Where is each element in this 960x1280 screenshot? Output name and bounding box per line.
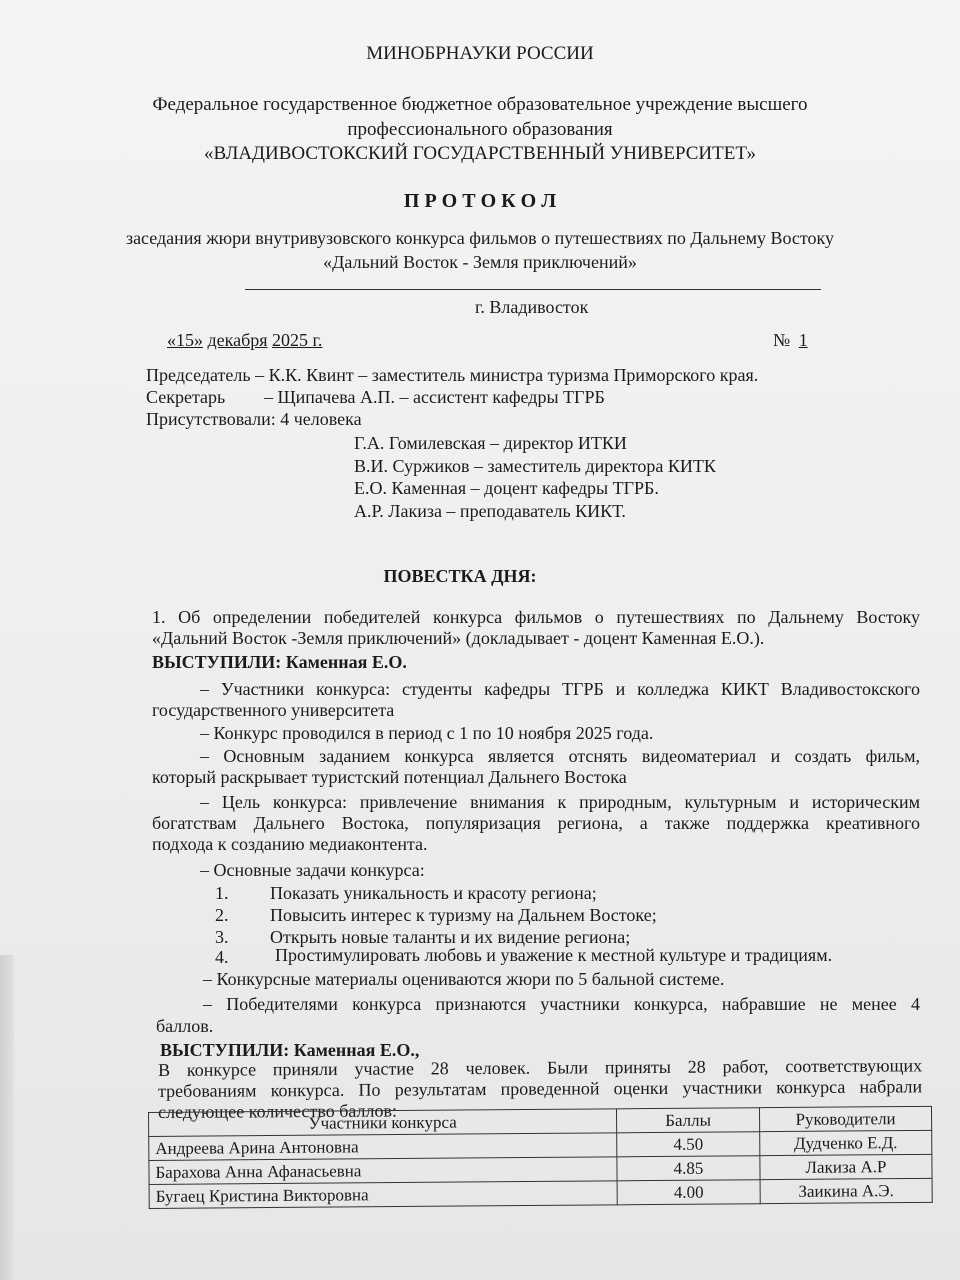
ministry-heading: МИНОБРНАУКИ РОССИИ: [366, 43, 594, 64]
paragraph-results-line-1: В конкурсе приняли участие 28 человек. Были приняты 28 работ, соответствующих: [158, 1055, 923, 1080]
scores-table: [148, 1106, 933, 1209]
participant-score: 4.50: [617, 1132, 760, 1157]
institution-line-1: Федеральное государственное бюджетное образовательное учреждение высшего: [152, 94, 808, 115]
subtitle-line-2: «Дальний Восток - Земля приключений»: [323, 252, 637, 272]
paragraph-period: – Конкурс проводился в период с 1 по 10 ноября 2025 года.: [200, 723, 654, 743]
participant-name: Андреева Арина Антоновна: [149, 1133, 617, 1161]
task-item: Показать уникальность и красоту региона;: [270, 883, 597, 903]
date-day: «15»: [167, 330, 203, 350]
participant-name: Барахова Анна Афанасьевна: [149, 1157, 617, 1185]
document-title: П Р О Т О К О Л: [403, 190, 557, 212]
number-label: №: [773, 330, 791, 350]
participant-name: Бугаец Кристина Викторовна: [149, 1181, 617, 1209]
secretary: – Щипачева А.П. – ассистент кафедры ТГРБ: [264, 387, 605, 407]
jury-member: Г.А. Гомилевская – директор ИТКИ: [354, 433, 627, 453]
participant-supervisor: Дудченко Е.Д.: [760, 1130, 932, 1155]
column-header-participants: Участники конкурса: [149, 1109, 617, 1137]
date-year: 2025 г.: [272, 330, 323, 350]
task-item: Повысить интерес к туризму на Дальнем Востоке;: [270, 905, 657, 925]
task-number: 4.: [215, 947, 229, 967]
number-value: 1: [798, 330, 808, 350]
page-edge-shadow: [0, 955, 14, 1280]
table-row: [149, 1178, 932, 1208]
column-header-supervisors: Руководители: [759, 1106, 931, 1131]
speaker-heading-2: ВЫСТУПИЛИ: Каменная Е.О.,: [160, 1040, 420, 1060]
subtitle-line-1: заседания жюри внутривузовского конкурса фильмов о путешествиях по Дальнему Востоку: [125, 228, 835, 248]
institution-line-2: профессионального образования: [347, 119, 613, 140]
tasks-label: – Основные задачи конкурса:: [200, 860, 425, 880]
paragraph-goal-line-3: подхода к созданию медиаконтента.: [152, 834, 428, 854]
participant-score: 4.00: [617, 1180, 760, 1205]
task-item: Простимулировать любовь и уважение к местной культуре и традициям.: [275, 945, 833, 965]
task-item: Открыть новые таланты и их видение региона;: [270, 927, 631, 947]
paragraph-participants-line-2: государственного университета: [152, 700, 395, 720]
paragraph-goal-line-2: богатствам Дальнего Востока, популяризация региона, а также поддержка креативного: [152, 813, 920, 833]
task-number: 1.: [215, 883, 229, 903]
date-month: декабря: [207, 330, 268, 350]
paragraph-results-line-3: следующее количество баллов:: [158, 1100, 397, 1122]
paragraph-results-line-2: требованиям конкурса. По результатам проведенной оценки участники конкурса набрали: [158, 1076, 923, 1101]
participant-score: 4.85: [617, 1156, 760, 1181]
paragraph-task-line-2: который раскрывает туристский потенциал Дальнего Востока: [152, 767, 627, 787]
task-number: 3.: [215, 927, 229, 947]
paragraph-task-line-1: – Основным заданием конкурса является отснять видеоматериал и создать фильм,: [200, 746, 920, 766]
title-divider: [245, 289, 821, 290]
secretary-label: Секретарь: [146, 387, 226, 407]
protocol-date: [167, 330, 322, 351]
paragraph-winners-line-1: – Победителями конкурса признаются участники конкурса, набравшие не менее 4: [203, 994, 920, 1014]
agenda-heading: ПОВЕСТКА ДНЯ:: [383, 566, 537, 586]
speaker-heading-1: ВЫСТУПИЛИ: Каменная Е.О.: [152, 652, 407, 672]
paragraph-participants-line-1: – Участники конкурса: студенты кафедры ТГРБ и колледжа КИКТ Владивостокского: [200, 679, 920, 699]
present-count: Присутствовали: 4 человека: [146, 409, 362, 429]
agenda-item-1-line-1: 1. Об определении победителей конкурса фильмов о путешествиях по Дальнему Востоку: [152, 607, 920, 627]
paragraph-winners-line-2: баллов.: [156, 1016, 214, 1036]
participant-supervisor: Заикина А.Э.: [760, 1178, 932, 1203]
jury-member: В.И. Суржиков – заместитель директора КИТК: [354, 456, 716, 476]
task-number: 2.: [215, 905, 229, 925]
column-header-score: Баллы: [616, 1108, 759, 1133]
university-name: «ВЛАДИВОСТОКСКИЙ ГОСУДАРСТВЕННЫЙ УНИВЕРСИТЕТ»: [204, 143, 756, 164]
city: г. Владивосток: [475, 297, 589, 317]
jury-member: А.Р. Лакиза – преподаватель КИКТ.: [354, 501, 626, 521]
paragraph-scoring: – Конкурсные материалы оцениваются жюри по 5 бальной системе.: [203, 969, 725, 989]
agenda-item-1-line-2: «Дальний Восток -Земля приключений» (докладывает - доцент Каменная Е.О.).: [152, 628, 765, 648]
participant-supervisor: Лакиза А.Р: [760, 1154, 932, 1179]
jury-member: Е.О. Каменная – доцент кафедры ТГРБ.: [354, 478, 659, 498]
paragraph-goal-line-1: – Цель конкурса: привлечение внимания к природным, культурным и историческим: [200, 792, 920, 812]
protocol-number: [773, 330, 812, 351]
chairman: Председатель – К.К. Квинт – заместитель министра туризма Приморского края.: [146, 365, 759, 385]
